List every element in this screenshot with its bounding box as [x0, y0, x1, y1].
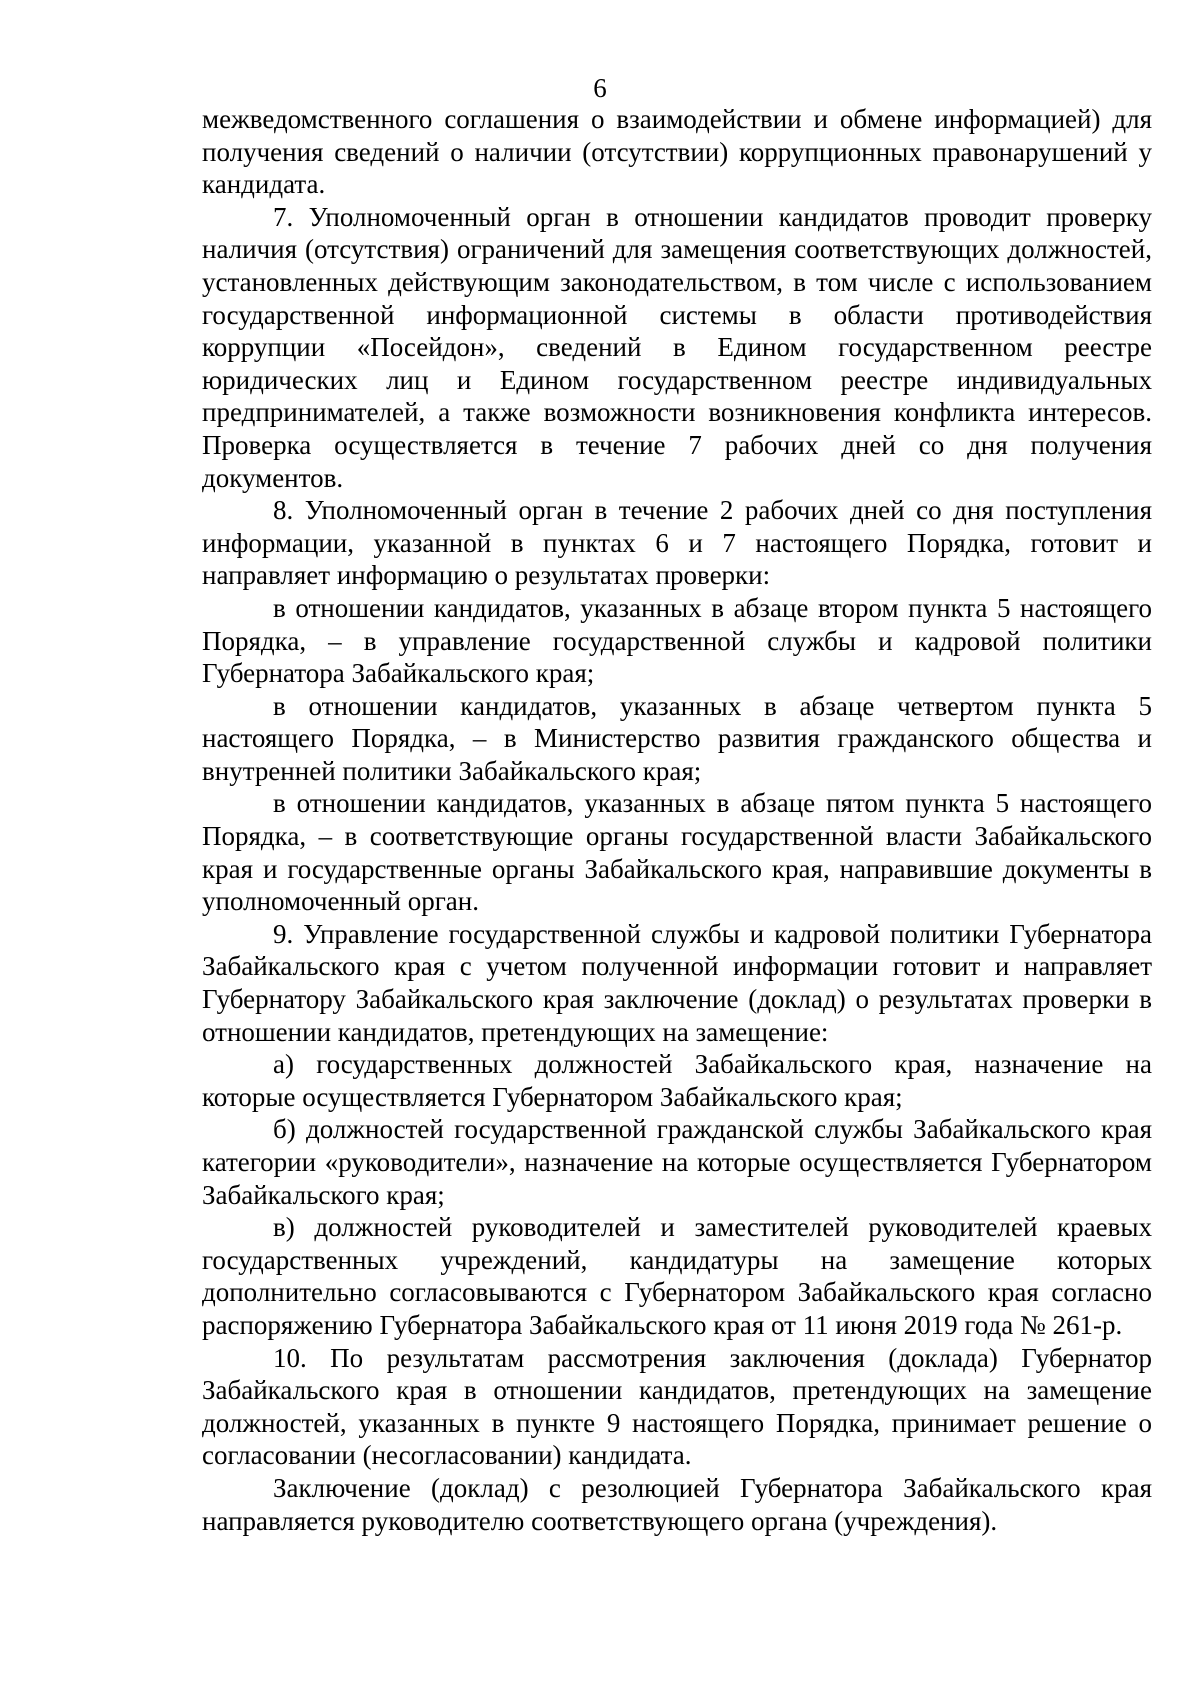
paragraph-item-8-recipient-1: в отношении кандидатов, указанных в абзаце втором пункта 5 настоящего Порядка, – в управление государственной службы и кадровой политики Губернатора Забайкальского края; — [202, 592, 1152, 689]
paragraph-item-10: 10. По результатам рассмотрения заключения (доклада) Губернатор Забайкальского края в отношении кандидатов, претендующих на замещение должностей, указанных в пункте 9 настоящего Порядка, принимает решение о согласовании (несогласовании) кандидата. — [202, 1342, 1152, 1471]
paragraph-item-10-conclusion: Заключение (доклад) с резолюцией Губернатора Забайкальского края направляется руководителю соответствующего органа (учреждения). — [202, 1472, 1152, 1536]
paragraph-item-8-recipient-3: в отношении кандидатов, указанных в абзаце пятом пункта 5 настоящего Порядка, – в соответствующие органы государственной власти Забайкальского края и государственные органы Забайкальского края, направившие документы в уполномоченный орган. — [202, 788, 1152, 917]
paragraph-item-8-recipient-2: в отношении кандидатов, указанных в абзаце четвертом пункта 5 настоящего Порядка, – в Министерство развития гражданского общества и внутренней политики Забайкальского края; — [202, 690, 1152, 786]
paragraph-item-8: 8. Уполномоченный орган в течение 2 рабочих дней со дня поступления информации, указанной в пунктах 6 и 7 настоящего Порядка, готовит и направляет информацию о результатах проверки: — [202, 495, 1152, 591]
paragraph-item-9-b: б) должностей государственной гражданской службы Забайкальского края категории «руководители», назначение на которые осуществляется Губернатором Забайкальского края; — [202, 1114, 1152, 1210]
paragraph-item-9: 9. Управление государственной службы и кадровой политики Губернатора Забайкальского края с учетом полученной информации готовит и направляет Губернатору Забайкальского края заключение (доклад) о результатах проверки в отношении кандидатов, претендующих на замещение: — [202, 918, 1152, 1047]
paragraph-item-7: 7. Уполномоченный орган в отношении кандидатов проводит проверку наличия (отсутствия) ограничений для замещения соответствующих должностей, установленных действующим законодательством, в том числе с использованием государственной информационной системы в области противодействия коррупции «Посейдон», сведений в Едином государственном реестре юридических лиц и Едином государственном реестре индивидуальных предпринимателей, а также возможности возникновения конфликта интересов. Проверка осуществляется в течение 7 рабочих дней со дня получения документов. — [202, 201, 1152, 493]
paragraph-continuation: межведомственного соглашения о взаимодействии и обмене информацией) для получения сведений о наличии (отсутствии) коррупционных правонарушений у кандидата. — [202, 104, 1152, 200]
page-number: 6 — [593, 73, 607, 103]
document-body — [202, 103, 1152, 1537]
paragraph-item-9-a: а) государственных должностей Забайкальского края, назначение на которые осуществляется Губернатором Забайкальского края; — [202, 1049, 1152, 1112]
paragraph-item-9-v: в) должностей руководителей и заместителей руководителей краевых государственных учреждений, кандидатуры на замещение которых дополнительно согласовываются с Губернатором Забайкальского края согласно распоряжению Губернатора Забайкальского края от 11 июня 2019 года № 261-р. — [202, 1212, 1152, 1340]
